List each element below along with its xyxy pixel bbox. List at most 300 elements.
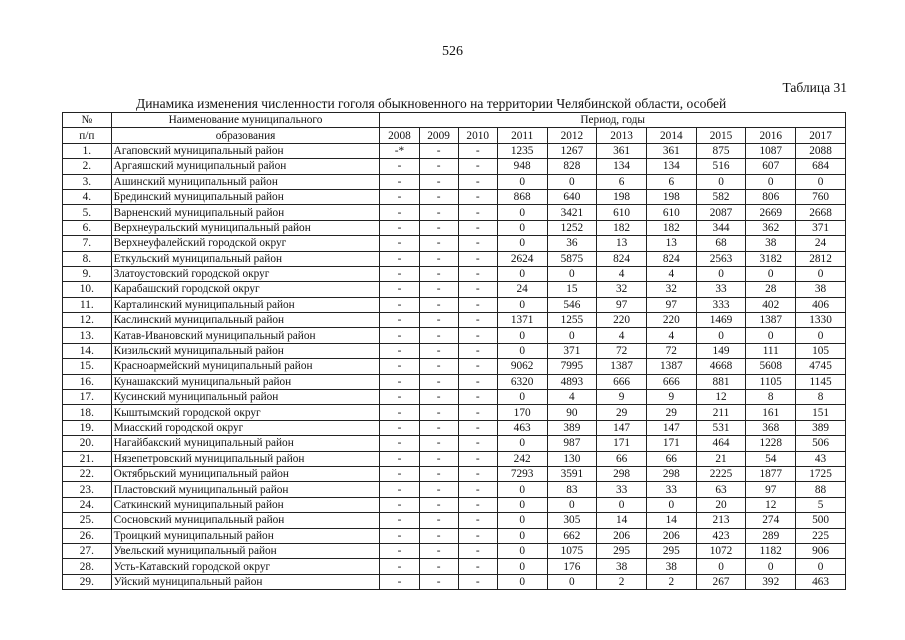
row-number: 29. [63, 574, 112, 589]
count-cell: 607 [746, 159, 796, 174]
count-cell: 0 [796, 559, 846, 574]
count-cell: 344 [696, 220, 746, 235]
count-cell: - [380, 297, 419, 312]
count-cell: 38 [646, 559, 696, 574]
count-cell: 6 [646, 174, 696, 189]
count-cell: - [458, 236, 497, 251]
population-table [62, 112, 846, 590]
count-cell: - [458, 205, 497, 220]
count-cell: 38 [597, 559, 647, 574]
count-cell: 0 [497, 559, 547, 574]
count-cell: 242 [497, 451, 547, 466]
count-cell: - [380, 543, 419, 558]
count-cell: 760 [796, 189, 846, 204]
count-cell: 68 [696, 236, 746, 251]
count-cell: - [458, 266, 497, 281]
count-cell: 225 [796, 528, 846, 543]
municipality-name: Карабашский городской округ [111, 282, 380, 297]
row-number: 3. [63, 174, 112, 189]
municipality-name: Сосновский муниципальный район [111, 513, 380, 528]
count-cell: 147 [597, 420, 647, 435]
count-cell: 5608 [746, 359, 796, 374]
count-cell: 9 [597, 390, 647, 405]
row-number: 6. [63, 220, 112, 235]
count-cell: 90 [547, 405, 597, 420]
count-cell: - [419, 220, 458, 235]
count-cell: 881 [696, 374, 746, 389]
count-cell: 295 [597, 543, 647, 558]
table-row [63, 528, 846, 543]
count-cell: - [419, 159, 458, 174]
header-row-1 [63, 113, 846, 128]
municipality-name: Красноармейский муниципальный район [111, 359, 380, 374]
municipality-name: Кизильский муниципальный район [111, 343, 380, 358]
count-cell: 33 [597, 482, 647, 497]
count-cell: 36 [547, 236, 597, 251]
count-cell: 32 [646, 282, 696, 297]
count-cell: 828 [547, 159, 597, 174]
row-number: 23. [63, 482, 112, 497]
count-cell: - [419, 574, 458, 589]
count-cell: - [419, 205, 458, 220]
table-row [63, 189, 846, 204]
header-row-2 [63, 128, 846, 143]
count-cell: 3591 [547, 466, 597, 481]
count-cell: 97 [646, 297, 696, 312]
count-cell: 1371 [497, 313, 547, 328]
count-cell: 1252 [547, 220, 597, 235]
count-cell: 220 [646, 313, 696, 328]
count-cell: - [380, 266, 419, 281]
count-cell: 213 [696, 513, 746, 528]
count-cell: - [380, 390, 419, 405]
count-cell: 97 [597, 297, 647, 312]
name-header: Наименование муниципального [111, 113, 380, 128]
table-row [63, 174, 846, 189]
municipality-name: Троицкий муниципальный район [111, 528, 380, 543]
row-number: 14. [63, 343, 112, 358]
count-cell: - [380, 405, 419, 420]
count-cell: 0 [497, 513, 547, 528]
count-cell: - [419, 174, 458, 189]
count-cell: 1387 [746, 313, 796, 328]
count-cell: 500 [796, 513, 846, 528]
count-cell: 0 [497, 343, 547, 358]
count-cell: - [380, 466, 419, 481]
count-cell: - [380, 482, 419, 497]
count-cell: 13 [646, 236, 696, 251]
count-cell: 147 [646, 420, 696, 435]
table-row [63, 343, 846, 358]
row-number: 18. [63, 405, 112, 420]
count-cell: 2 [597, 574, 647, 589]
num-header: № [63, 113, 112, 128]
count-cell: 88 [796, 482, 846, 497]
municipality-name: Верхнеуфалейский городской округ [111, 236, 380, 251]
count-cell: 1877 [746, 466, 796, 481]
count-cell: 392 [746, 574, 796, 589]
row-number: 17. [63, 390, 112, 405]
count-cell: 0 [547, 328, 597, 343]
count-cell: 6320 [497, 374, 547, 389]
count-cell: - [419, 559, 458, 574]
count-cell: 198 [646, 189, 696, 204]
row-number: 19. [63, 420, 112, 435]
count-cell: - [458, 466, 497, 481]
count-cell: - [419, 236, 458, 251]
year-header: 2016 [746, 128, 796, 143]
table-label: Таблица 31 [782, 80, 847, 95]
count-cell: 0 [696, 559, 746, 574]
count-cell: 305 [547, 513, 597, 528]
count-cell: - [458, 189, 497, 204]
count-cell: 24 [497, 282, 547, 297]
count-cell: 274 [746, 513, 796, 528]
count-cell: 1228 [746, 436, 796, 451]
table-row [63, 297, 846, 312]
count-cell: 211 [696, 405, 746, 420]
year-header: 2009 [419, 128, 458, 143]
count-cell: 0 [497, 297, 547, 312]
count-cell: - [419, 513, 458, 528]
row-number: 26. [63, 528, 112, 543]
count-cell: 0 [497, 328, 547, 343]
count-cell: 3182 [746, 251, 796, 266]
row-number: 24. [63, 497, 112, 512]
row-number: 15. [63, 359, 112, 374]
count-cell: - [380, 251, 419, 266]
count-cell: - [419, 297, 458, 312]
count-cell: - [458, 543, 497, 558]
table-row [63, 497, 846, 512]
count-cell: - [380, 451, 419, 466]
count-cell: 906 [796, 543, 846, 558]
municipality-name: Октябрьский муниципальный район [111, 466, 380, 481]
municipality-name: Саткинский муниципальный район [111, 497, 380, 512]
count-cell: 0 [497, 390, 547, 405]
count-cell: 0 [547, 574, 597, 589]
count-cell: 406 [796, 297, 846, 312]
count-cell: - [380, 420, 419, 435]
count-cell: - [419, 543, 458, 558]
count-cell: - [419, 405, 458, 420]
count-cell: 582 [696, 189, 746, 204]
table-row [63, 559, 846, 574]
table-row [63, 359, 846, 374]
count-cell: 361 [646, 143, 696, 158]
count-cell: 2669 [746, 205, 796, 220]
count-cell: - [458, 343, 497, 358]
row-number: 22. [63, 466, 112, 481]
count-cell: - [380, 328, 419, 343]
count-cell: 4 [547, 390, 597, 405]
count-cell: - [458, 528, 497, 543]
year-header: 2017 [796, 128, 846, 143]
count-cell: 29 [597, 405, 647, 420]
count-cell: - [419, 251, 458, 266]
count-cell: - [380, 313, 419, 328]
count-cell: - [419, 451, 458, 466]
count-cell: - [380, 220, 419, 235]
year-header: 2012 [547, 128, 597, 143]
count-cell: 198 [597, 189, 647, 204]
table-row [63, 282, 846, 297]
table-row [63, 313, 846, 328]
municipality-name: Кыштымский городской округ [111, 405, 380, 420]
count-cell: - [380, 236, 419, 251]
count-cell: 2668 [796, 205, 846, 220]
count-cell: 149 [696, 343, 746, 358]
row-number: 8. [63, 251, 112, 266]
count-cell: - [380, 574, 419, 589]
count-cell: - [419, 189, 458, 204]
period-header: Период, годы [380, 113, 846, 128]
row-number: 21. [63, 451, 112, 466]
count-cell: 2 [646, 574, 696, 589]
row-number: 12. [63, 313, 112, 328]
count-cell: - [458, 282, 497, 297]
count-cell: 14 [646, 513, 696, 528]
count-cell: 402 [746, 297, 796, 312]
municipality-name: Усть-Катавский городской округ [111, 559, 380, 574]
year-header: 2013 [597, 128, 647, 143]
count-cell: 24 [796, 236, 846, 251]
count-cell: 0 [497, 574, 547, 589]
count-cell: - [419, 436, 458, 451]
count-cell: 8 [796, 390, 846, 405]
count-cell: -* [380, 143, 419, 158]
count-cell: 206 [597, 528, 647, 543]
count-cell: 20 [696, 497, 746, 512]
count-cell: - [419, 313, 458, 328]
municipality-name: Аргаяшский муниципальный район [111, 159, 380, 174]
count-cell: 666 [646, 374, 696, 389]
count-cell: 640 [547, 189, 597, 204]
count-cell: - [458, 559, 497, 574]
count-cell: - [458, 574, 497, 589]
count-cell: - [380, 205, 419, 220]
row-number: 20. [63, 436, 112, 451]
count-cell: - [458, 251, 497, 266]
table-row [63, 420, 846, 435]
count-cell: 105 [796, 343, 846, 358]
count-cell: 0 [497, 497, 547, 512]
count-cell: - [458, 405, 497, 420]
table-row [63, 405, 846, 420]
count-cell: 516 [696, 159, 746, 174]
count-cell: 389 [547, 420, 597, 435]
count-cell: 28 [746, 282, 796, 297]
row-number: 16. [63, 374, 112, 389]
count-cell: - [458, 513, 497, 528]
table-row [63, 236, 846, 251]
count-cell: 0 [547, 497, 597, 512]
municipality-name: Кунашакский муниципальный район [111, 374, 380, 389]
count-cell: 0 [746, 174, 796, 189]
count-cell: 8 [746, 390, 796, 405]
row-number: 2. [63, 159, 112, 174]
table-row [63, 220, 846, 235]
count-cell: - [380, 497, 419, 512]
table-row [63, 513, 846, 528]
count-cell: 0 [497, 220, 547, 235]
count-cell: 220 [597, 313, 647, 328]
count-cell: 824 [597, 251, 647, 266]
count-cell: 134 [646, 159, 696, 174]
count-cell: 371 [796, 220, 846, 235]
count-cell: 0 [497, 266, 547, 281]
count-cell: - [419, 282, 458, 297]
count-cell: - [419, 359, 458, 374]
count-cell: - [458, 328, 497, 343]
count-cell: - [419, 328, 458, 343]
count-cell: 2624 [497, 251, 547, 266]
count-cell: 1330 [796, 313, 846, 328]
count-cell: 1387 [646, 359, 696, 374]
count-cell: - [458, 159, 497, 174]
municipality-name: Увельский муниципальный район [111, 543, 380, 558]
count-cell: 38 [796, 282, 846, 297]
count-cell: 4745 [796, 359, 846, 374]
count-cell: 1235 [497, 143, 547, 158]
count-cell: 824 [646, 251, 696, 266]
count-cell: - [458, 313, 497, 328]
count-cell: 868 [497, 189, 547, 204]
table-row [63, 205, 846, 220]
count-cell: 463 [796, 574, 846, 589]
table-row [63, 390, 846, 405]
table-row [63, 574, 846, 589]
count-cell: 0 [746, 266, 796, 281]
count-cell: - [380, 359, 419, 374]
municipality-name: Нагайбакский муниципальный район [111, 436, 380, 451]
count-cell: - [419, 343, 458, 358]
count-cell: 151 [796, 405, 846, 420]
count-cell: 361 [597, 143, 647, 158]
count-cell: 14 [597, 513, 647, 528]
count-cell: 0 [497, 482, 547, 497]
count-cell: - [458, 390, 497, 405]
count-cell: 7995 [547, 359, 597, 374]
count-cell: 4 [646, 328, 696, 343]
row-number: 27. [63, 543, 112, 558]
table-row [63, 482, 846, 497]
municipality-name: Златоустовский городской округ [111, 266, 380, 281]
count-cell: 806 [746, 189, 796, 204]
count-cell: - [458, 297, 497, 312]
year-header: 2014 [646, 128, 696, 143]
count-cell: - [380, 528, 419, 543]
municipality-name: Еткульский муниципальный район [111, 251, 380, 266]
count-cell: 6 [597, 174, 647, 189]
count-cell: 66 [597, 451, 647, 466]
count-cell: 2563 [696, 251, 746, 266]
count-cell: 12 [696, 390, 746, 405]
count-cell: - [380, 559, 419, 574]
count-cell: 666 [597, 374, 647, 389]
count-cell: 368 [746, 420, 796, 435]
count-cell: 2812 [796, 251, 846, 266]
municipality-name: Каслинский муниципальный район [111, 313, 380, 328]
count-cell: 0 [646, 497, 696, 512]
count-cell: 9062 [497, 359, 547, 374]
count-cell: 43 [796, 451, 846, 466]
row-number: 4. [63, 189, 112, 204]
row-number: 28. [63, 559, 112, 574]
count-cell: - [380, 513, 419, 528]
count-cell: 176 [547, 559, 597, 574]
count-cell: - [419, 497, 458, 512]
count-cell: - [380, 159, 419, 174]
count-cell: - [458, 451, 497, 466]
count-cell: 29 [646, 405, 696, 420]
count-cell: 1145 [796, 374, 846, 389]
count-cell: 295 [646, 543, 696, 558]
row-number: 9. [63, 266, 112, 281]
count-cell: - [458, 482, 497, 497]
count-cell: - [458, 220, 497, 235]
count-cell: - [458, 420, 497, 435]
municipality-name: Карталинский муниципальный район [111, 297, 380, 312]
count-cell: - [380, 174, 419, 189]
count-cell: - [419, 390, 458, 405]
count-cell: - [419, 528, 458, 543]
count-cell: 0 [497, 236, 547, 251]
municipality-name: Брединский муниципальный район [111, 189, 380, 204]
count-cell: 0 [497, 528, 547, 543]
row-number: 1. [63, 143, 112, 158]
count-cell: 610 [646, 205, 696, 220]
year-header: 2015 [696, 128, 746, 143]
count-cell: 0 [696, 328, 746, 343]
count-cell: 610 [597, 205, 647, 220]
count-cell: 1182 [746, 543, 796, 558]
count-cell: 2087 [696, 205, 746, 220]
count-cell: 875 [696, 143, 746, 158]
municipality-name: Кусинский муниципальный район [111, 390, 380, 405]
row-number: 10. [63, 282, 112, 297]
count-cell: 72 [597, 343, 647, 358]
table-row [63, 328, 846, 343]
count-cell: 15 [547, 282, 597, 297]
count-cell: 289 [746, 528, 796, 543]
count-cell: 0 [547, 266, 597, 281]
table-row [63, 374, 846, 389]
count-cell: 7293 [497, 466, 547, 481]
count-cell: 0 [497, 436, 547, 451]
municipality-name: Уйский муниципальный район [111, 574, 380, 589]
count-cell: 1075 [547, 543, 597, 558]
count-cell: - [380, 343, 419, 358]
municipality-name: Нязепетровский муниципальный район [111, 451, 380, 466]
table-body [63, 143, 846, 589]
count-cell: 0 [796, 266, 846, 281]
count-cell: 0 [746, 328, 796, 343]
count-cell: 206 [646, 528, 696, 543]
count-cell: - [419, 466, 458, 481]
table-row [63, 266, 846, 281]
count-cell: - [380, 374, 419, 389]
count-cell: 684 [796, 159, 846, 174]
count-cell: 0 [796, 328, 846, 343]
count-cell: 0 [796, 174, 846, 189]
count-cell: 464 [696, 436, 746, 451]
count-cell: 2088 [796, 143, 846, 158]
count-cell: 1105 [746, 374, 796, 389]
count-cell: 423 [696, 528, 746, 543]
count-cell: 13 [597, 236, 647, 251]
municipality-name: Ашинский муниципальный район [111, 174, 380, 189]
